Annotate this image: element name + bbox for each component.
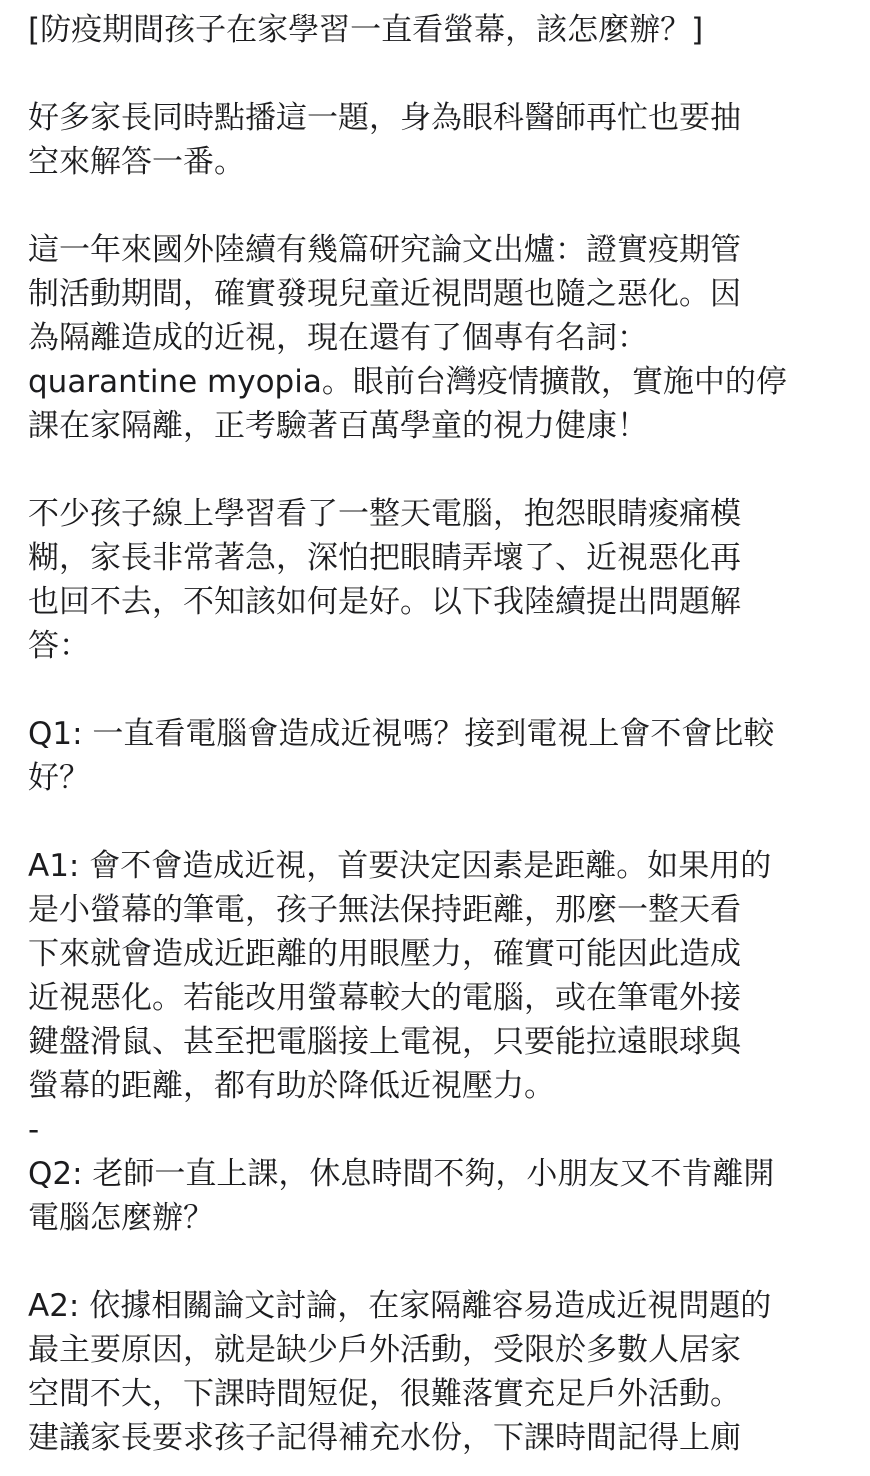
blank-line [28, 448, 858, 492]
separator-dash: - [28, 1112, 40, 1148]
answer-1-line: 下來就會造成近距離的用眼壓力，確實可能因此造成 [28, 936, 741, 972]
concern-line: 不少孩子線上學習看了一整天電腦，抱怨眼睛痠痛模 [28, 496, 741, 532]
answer-2-line: 空間不大，下課時間短促，很難落實充足戶外活動。 [28, 1376, 741, 1412]
answer-1-line: 螢幕的距離，都有助於降低近視壓力。 [28, 1068, 555, 1104]
research-line: 為隔離造成的近視，現在還有了個專有名詞： [28, 320, 648, 356]
blank-line [28, 1240, 858, 1284]
article-title: [防疫期間孩子在家學習一直看螢幕，該怎麼辦？] [28, 12, 704, 48]
answer-1-line: 鍵盤滑鼠、甚至把電腦接上電視，只要能拉遠眼球與 [28, 1024, 741, 1060]
question-2-line: 電腦怎麼辦？ [28, 1200, 214, 1236]
blank-line [28, 668, 858, 712]
concern-line: 也回不去，不知該如何是好。以下我陸續提出問題解 [28, 584, 741, 620]
concern-line: 糊，家長非常著急，深怕把眼睛弄壞了、近視惡化再 [28, 540, 741, 576]
question-1-line: 好？ [28, 760, 90, 796]
research-line: 制活動期間，確實發現兒童近視問題也隨之惡化。因 [28, 276, 741, 312]
blank-line [28, 184, 858, 228]
answer-2-line: 建議家長要求孩子記得補充水份，下課時間記得上廁 [28, 1420, 741, 1456]
research-line: 課在家隔離，正考驗著百萬學童的視力健康！ [28, 408, 648, 444]
answer-1-line: 是小螢幕的筆電，孩子無法保持距離，那麼一整天看 [28, 892, 741, 928]
blank-line [28, 52, 858, 96]
answer-1-line: A1: 會不會造成近視，首要決定因素是距離。如果用的 [28, 848, 772, 884]
question-2-line: Q2: 老師一直上課，休息時間不夠，小朋友又不肯離開 [28, 1156, 775, 1192]
research-line: 這一年來國外陸續有幾篇研究論文出爐：證實疫期管 [28, 232, 741, 268]
answer-1-line: 近視惡化。若能改用螢幕較大的電腦，或在筆電外接 [28, 980, 741, 1016]
blank-line [28, 800, 858, 844]
question-1-line: Q1: 一直看電腦會造成近視嗎？接到電視上會不會比較 [28, 716, 775, 752]
answer-2-line: A2: 依據相關論文討論，在家隔離容易造成近視問題的 [28, 1288, 772, 1324]
article-body [28, 8, 858, 1460]
concern-line: 答： [28, 628, 90, 664]
intro-line: 空來解答一番。 [28, 144, 245, 180]
answer-2-line: 最主要原因，就是缺少戶外活動，受限於多數人居家 [28, 1332, 741, 1368]
intro-line: 好多家長同時點播這一題，身為眼科醫師再忙也要抽 [28, 100, 741, 136]
research-line: quarantine myopia。眼前台灣疫情擴散，實施中的停 [28, 364, 787, 400]
